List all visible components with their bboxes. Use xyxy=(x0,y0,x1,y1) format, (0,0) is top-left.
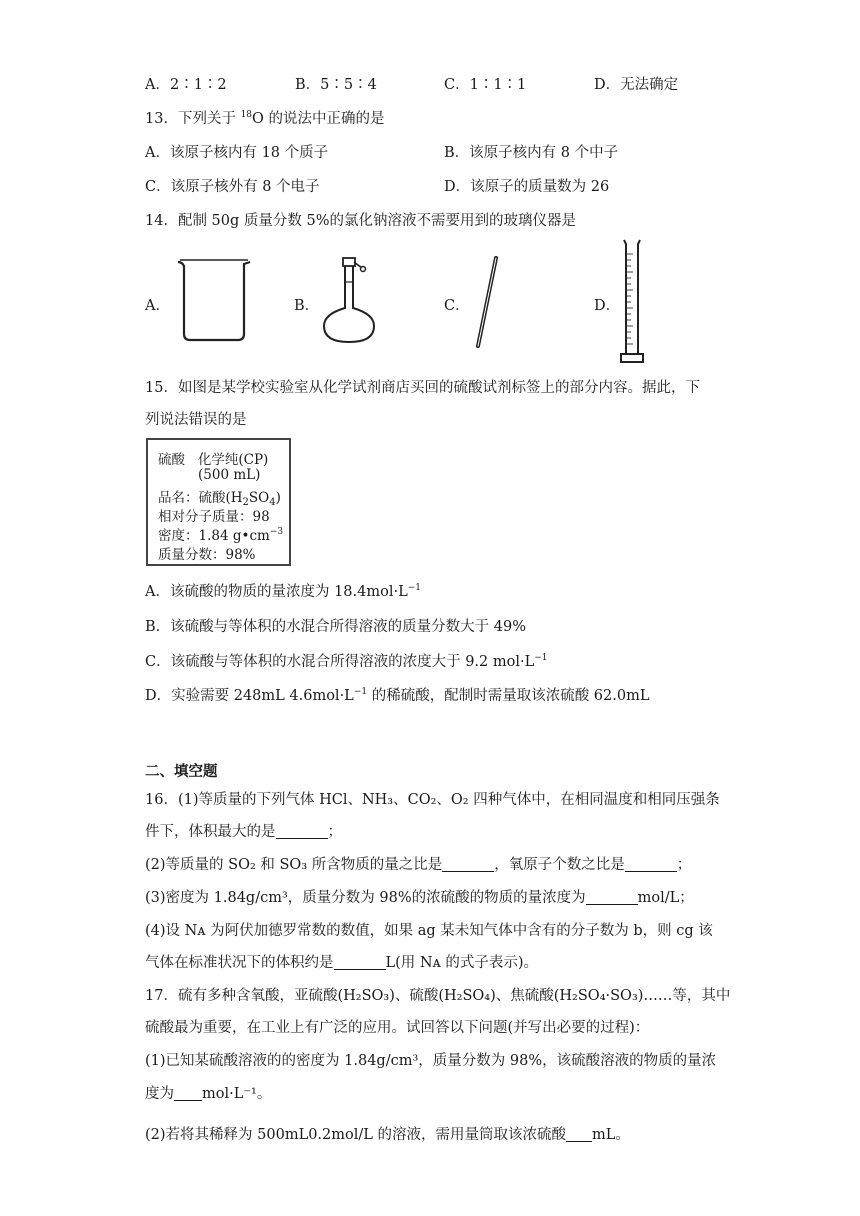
q16-line-6-text: 气体在标准状况下的体积约是 xyxy=(145,955,334,971)
q14-option-a-label: A． xyxy=(145,298,170,314)
q16-line-4 xyxy=(145,886,694,907)
label-line-3-suffix: ) xyxy=(275,490,281,506)
q16-line-3-end: ； xyxy=(676,857,692,873)
q13-option-c: C．该原子核外有 8 个电子 xyxy=(145,179,320,195)
reagent-label xyxy=(146,438,291,566)
label-line-3-prefix: 品名：硫酸(H xyxy=(158,490,243,506)
q15-option-b: B．该硫酸与等体积的水混合所得溶液的质量分数大于 49% xyxy=(145,619,526,635)
label-line-1: 硫酸 化学纯(CP) xyxy=(158,452,269,468)
q17-line-5 xyxy=(145,1123,630,1144)
q12-option-b: B．5∶5∶4 xyxy=(295,77,377,93)
q16-line-3-text: (2)等质量的 SO₂ 和 SO₃ 所含物质的量之比是 xyxy=(145,857,443,873)
answer-blank xyxy=(566,1127,592,1142)
label-line-5-prefix: 密度：1.84 g•cm xyxy=(158,528,270,544)
graduated-cylinder-icon xyxy=(618,238,646,366)
q16-line-6 xyxy=(145,951,538,972)
answer-blank xyxy=(334,955,386,970)
q17-line-2: 硫酸最为重要，在工业上有广泛的应用。试回答以下问题(并写出必要的过程)： xyxy=(145,1020,650,1036)
q17-line-4-end: mol·L⁻¹。 xyxy=(202,1086,272,1102)
q13-option-b: B．该原子核内有 8 个中子 xyxy=(444,145,619,161)
label-line-5-sup: −3 xyxy=(269,527,284,537)
q16-line-6-end: L(用 Nᴀ 的式子表示)。 xyxy=(385,955,539,971)
q15-option-a xyxy=(145,580,421,601)
q17-line-3: (1)已知某硫酸溶液的的密度为 1.84g/cm³，质量分数为 98%，该硫酸溶液的物质的量浓 xyxy=(145,1053,717,1069)
glass-rod-icon xyxy=(472,254,502,350)
label-line-4: 相对分子质量：98 xyxy=(158,509,270,525)
q14-option-c-label: C． xyxy=(444,298,470,314)
q14-option-b-label: B． xyxy=(294,298,320,314)
answer-blank xyxy=(276,824,328,839)
q15-stem-line2: 列说法错误的是 xyxy=(145,412,247,428)
q13-stem-prefix: 13．下列关于 xyxy=(145,111,241,127)
q16-line-2 xyxy=(145,820,342,841)
q16-line-3-mid: ，氧原子个数之比是 xyxy=(494,857,625,873)
q17-line-4-text: 度为 xyxy=(145,1086,174,1102)
label-line-3 xyxy=(158,486,281,506)
q15-option-a-sup: −1 xyxy=(407,583,422,593)
q13-mass-number: 18 xyxy=(240,110,253,120)
q16-line-4-text: (3)密度为 1.84g/cm³，质量分数为 98%的浓硫酸的物质的量浓度为 xyxy=(145,890,586,906)
q16-line-1: 16．(1)等质量的下列气体 HCl、NH₃、CO₂、O₂ 四种气体中，在相同温度和相同压强条 xyxy=(145,792,720,808)
answer-blank xyxy=(625,857,677,872)
q16-line-2-text: 件下，体积最大的是 xyxy=(145,824,276,840)
q15-option-c-text: C．该硫酸与等体积的水混合所得溶液的浓度大于 9.2 mol·L xyxy=(145,654,535,670)
q17-line-4 xyxy=(145,1082,271,1103)
q13-option-a: A．该原子核内有 18 个质子 xyxy=(145,145,329,161)
q13-stem-suffix: O 的说法中正确的是 xyxy=(252,111,385,127)
label-line-3-sub1: 2 xyxy=(242,497,249,508)
q15-stem-line1: 15．如图是某学校实验室从化学试剂商店买回的硫酸试剂标签上的部分内容。据此，下 xyxy=(145,380,700,396)
q16-line-2-end: ； xyxy=(327,824,342,840)
section-title: 二、填空题 xyxy=(145,763,218,780)
q15-option-d-suffix: 的稀硫酸，配制时需量取该浓硫酸 62.0mL xyxy=(367,688,650,704)
q14-stem: 14．配制 50g 质量分数 5%的氯化钠溶液不需要用到的玻璃仪器是 xyxy=(145,213,577,229)
q17-line-5-end: mL。 xyxy=(592,1127,630,1143)
answer-blank xyxy=(442,857,494,872)
q15-option-d-text: D．实验需要 248mL 4.6mol·L xyxy=(145,688,354,704)
answer-blank xyxy=(174,1086,202,1101)
q15-option-a-text: A．该硫酸的物质的量浓度为 18.4mol·L xyxy=(145,584,408,600)
answer-blank xyxy=(586,890,638,905)
q12-option-d: D．无法确定 xyxy=(594,77,679,93)
q15-option-d xyxy=(145,684,649,705)
label-line-3-sub2: 4 xyxy=(269,497,276,508)
volumetric-flask-icon xyxy=(320,256,386,346)
q17-line-1: 17．硫有多种含氧酸，亚硫酸(H₂SO₃)、硫酸(H₂SO₄)、焦硫酸(H₂SO₄·SO₃)……等，其中 xyxy=(145,988,731,1004)
q12-option-c: C．1∶1∶1 xyxy=(444,77,527,93)
label-line-2: (500 mL) xyxy=(198,467,261,483)
q15-option-c-sup: −1 xyxy=(534,653,548,663)
q14-option-d-label: D． xyxy=(594,298,621,314)
label-line-6: 质量分数：98% xyxy=(158,547,256,563)
beaker-icon xyxy=(176,258,252,344)
q13-stem xyxy=(145,107,385,128)
q17-line-5-text: (2)若将其稀释为 500mL0.2mol/L 的溶液，需用量筒取该浓硫酸 xyxy=(145,1127,567,1143)
q15-option-d-sup: −1 xyxy=(353,687,368,697)
q15-option-c xyxy=(145,650,548,671)
label-line-5 xyxy=(158,524,283,544)
q12-option-a: A．2∶1∶2 xyxy=(145,77,227,93)
label-line-3-mid: SO xyxy=(248,490,270,506)
q16-line-4-end: mol/L； xyxy=(637,890,694,906)
q13-option-d: D．该原子的质量数为 26 xyxy=(444,179,610,195)
q16-line-5: (4)设 Nᴀ 为阿伏加德罗常数的数值，如果 ag 某未知气体中含有的分子数为 b，则 cg 该 xyxy=(145,923,713,939)
q16-line-3 xyxy=(145,853,691,874)
